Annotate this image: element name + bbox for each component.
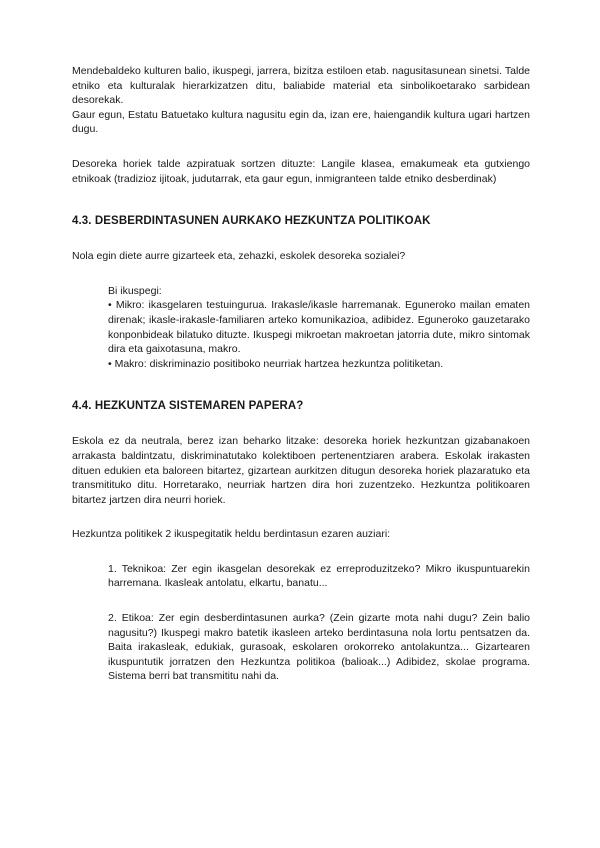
bullet-makro: • Makro: diskriminazio positiboko neurriak hartzea hezkuntza politiketan. [108,357,444,370]
section-4-4-paragraph-1: Eskola ez da neutrala, berez izan beharko litzake: desoreka horiek hezkuntzan gizabanakoen arrakasta baldintzatu, diskriminatutako kolektiboen pertenentziaren arabera. Eskolak irakasten dituen edukien eta baloreen bitartez, gizartean aurkitzen ditugun desoreka horiek plazaratuko eta transmitituko ditu. Horretarako, neurriak hartzen dira hori zuzentzeko. Hezkuntza politikoaren bitartez jartzen dira neurri horiek. [72,435,530,506]
section-4-3-heading: 4.3. DESBERDINTASUNEN AURKAKO HEZKUNTZA POLITIKOAK [72,215,431,228]
numbered-item-teknikoa: 1. Teknikoa: Zer egin ikasgelan desorekak ez erreproduzitzeko? Mikro ikuspuntuarekin harremana. Ikasleak antolatu, elkartu, banatu... [108,562,530,590]
section-4-4-paragraph-2: Hezkuntza politikek 2 ikuspegitatik heldu berdintasun ezaren auziari: [72,528,391,541]
intro-paragraph-2: Gaur egun, Estatu Batuetako kultura nagusitu egin da, izan ere, haiengandik kultura ugari hartzen dugu. [72,108,530,136]
document-page [72,64,530,684]
numbered-item-etikoa: 2. Etikoa: Zer egin desberdintasunen aurka? (Zein gizarte mota nahi dugu? Zein balio nagusitu?) Ikuspegi makro batetik ikasleen arteko berdintasuna nola lortu pentsatzen da. Baita irakasleak, edukiak, gurasoak, eskolaren orokorreko antolakuntza... Gizartearen ikuspuntutik jorratzen den Hezkuntza politikoa (balioak...) Adibidez, skolae programa. Sistema berri bat transmititu nahi da. [108,612,530,683]
section-4-4-heading: 4.4. HEZKUNTZA SISTEMAREN PAPERA? [72,400,304,413]
bullet-mikro: • Mikro: ikasgelaren testuingurua. Irakasle/ikasle harremanak. Eguneroko mailan ematen direnak; ikasle-irakasle-familiaren arteko komunikazioa, adibidez. Eguneroko gauzetarako konponbideak bilatuko dituzte. Ikuspegi mikroetan makroetan jatorria dute, mikro sintomak dira eta gaixotasuna, makro. [108,299,530,356]
intro-paragraph-1: Mendebaldeko kulturen balio, ikuspegi, jarrera, bizitza estiloen etab. nagusitasunean sinetsi. Talde etniko eta kulturalak hierarkizatzen ditu, baliabide material eta sinbolikoetarako sarbidean desorekak. [72,65,530,107]
section-4-3-question: Nola egin diete aurre gizarteek eta, zehazki, eskolek desoreka sozialei? [72,250,406,263]
approaches-list-intro: Bi ikuspegi: [108,284,162,297]
approaches-list [108,284,530,372]
intro-paragraph-3: Desoreka horiek talde azpiratuak sortzen dituzte: Langile klasea, emakumeak eta gutxiengo etnikoak (tradizioz ijitoak, judutarrak, eta gaur egun, inmigranteen talde etniko desberdinak) [72,157,530,185]
